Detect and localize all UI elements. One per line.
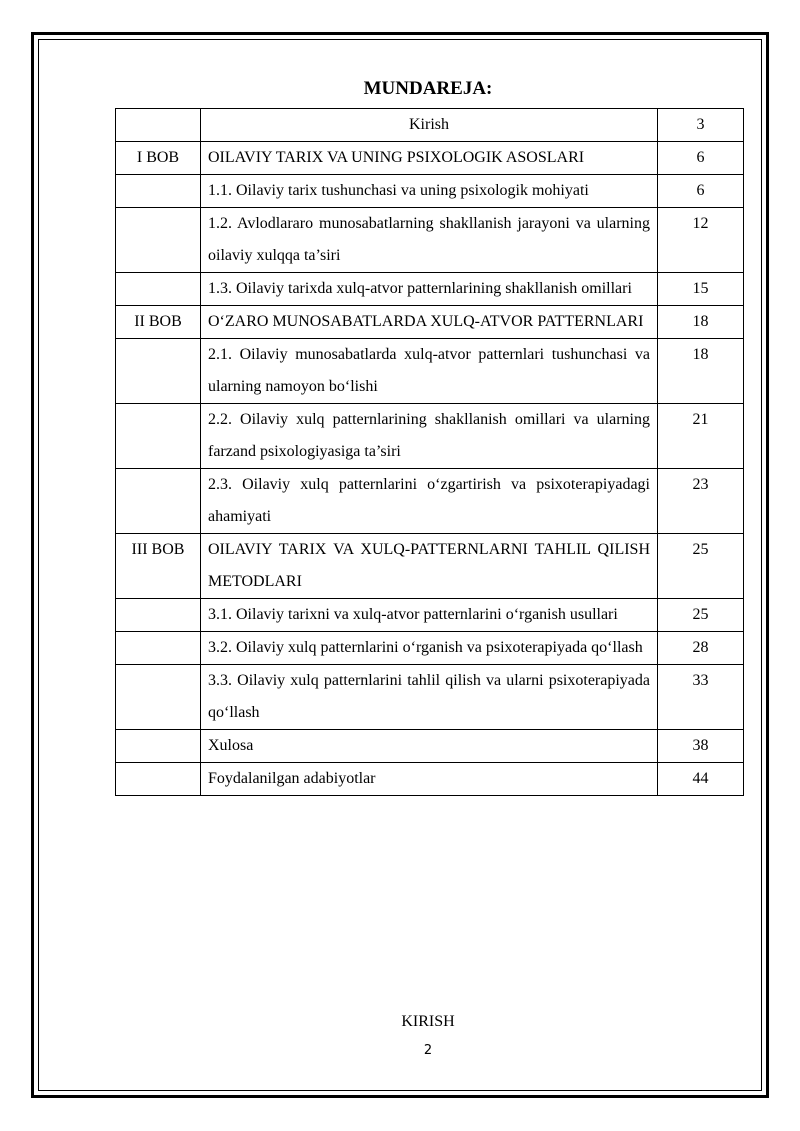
toc-row: [116, 339, 744, 404]
toc-page: 12: [658, 208, 744, 273]
toc-row: [116, 599, 744, 632]
toc-section: II BOB: [116, 306, 201, 339]
table-of-contents: [115, 108, 744, 796]
toc-page: 6: [658, 142, 744, 175]
toc-section: I BOB: [116, 142, 201, 175]
toc-page: 15: [658, 273, 744, 306]
toc-page: 44: [658, 763, 744, 796]
toc-entry: OILAVIY TARIX VA XULQ-PATTERNLARNI TAHLIL QILISH METODLARI: [201, 534, 658, 599]
toc-entry: 2.2. Oilaviy xulq patternlarining shakllanish omillari va ularning farzand psixologiyasiga ta’siri: [201, 404, 658, 469]
toc-page: 21: [658, 404, 744, 469]
toc-page: 38: [658, 730, 744, 763]
toc-page: 3: [658, 109, 744, 142]
toc-entry: 2.1. Oilaviy munosabatlarda xulq-atvor patternlari tushunchasi va ularning namoyon bo‘lishi: [201, 339, 658, 404]
toc-entry: 1.1. Oilaviy tarix tushunchasi va uning psixologik mohiyati: [201, 175, 658, 208]
toc-section: [116, 665, 201, 730]
toc-section: III BOB: [116, 534, 201, 599]
toc-row: [116, 404, 744, 469]
page-number: 2: [423, 1043, 433, 1058]
toc-row: [116, 175, 744, 208]
toc-row: [116, 469, 744, 534]
toc-row: [116, 109, 744, 142]
toc-entry: 3.3. Oilaviy xulq patternlarini tahlil qilish va ularni psixoterapiyada qo‘llash: [201, 665, 658, 730]
toc-entry: OILAVIY TARIX VA UNING PSIXOLOGIK ASOSLARI: [201, 142, 658, 175]
toc-section: [116, 763, 201, 796]
toc-row: [116, 208, 744, 273]
toc-section: [116, 175, 201, 208]
toc-row: [116, 534, 744, 599]
toc-entry: O‘ZARO MUNOSABATLARDA XULQ-ATVOR PATTERNLARI: [201, 306, 658, 339]
toc-entry: 1.3. Oilaviy tarixda xulq-atvor patternlarining shakllanish omillari: [201, 273, 658, 306]
toc-page: 18: [658, 306, 744, 339]
toc-section: [116, 109, 201, 142]
toc-page: 33: [658, 665, 744, 730]
toc-entry: Kirish: [201, 109, 658, 142]
next-section-heading: KIRISH: [401, 1013, 455, 1030]
toc-section: [116, 208, 201, 273]
toc-row: [116, 763, 744, 796]
toc-section: [116, 339, 201, 404]
toc-page: 28: [658, 632, 744, 665]
toc-entry: Xulosa: [201, 730, 658, 763]
toc-row: [116, 142, 744, 175]
toc-page: 18: [658, 339, 744, 404]
toc-page: 25: [658, 599, 744, 632]
toc-section: [116, 599, 201, 632]
toc-section: [116, 404, 201, 469]
toc-section: [116, 632, 201, 665]
toc-entry: 1.2. Avlodlararo munosabatlarning shakllanish jarayoni va ularning oilaviy xulqqa ta’siri: [201, 208, 658, 273]
toc-row: [116, 730, 744, 763]
toc-section: [116, 273, 201, 306]
toc-row: [116, 665, 744, 730]
toc-page: 25: [658, 534, 744, 599]
toc-page: 6: [658, 175, 744, 208]
toc-entry: 3.1. Oilaviy tarixni va xulq-atvor patternlarini o‘rganish usullari: [201, 599, 658, 632]
toc-entry: Foydalanilgan adabiyotlar: [201, 763, 658, 796]
toc-entry: 3.2. Oilaviy xulq patternlarini o‘rganish va psixoterapiyada qo‘llash: [201, 632, 658, 665]
toc-section: [116, 469, 201, 534]
page-title: MUNDAREJA:: [363, 78, 493, 99]
toc-row: [116, 306, 744, 339]
toc-row: [116, 632, 744, 665]
toc-section: [116, 730, 201, 763]
toc-page: 23: [658, 469, 744, 534]
toc-row: [116, 273, 744, 306]
toc-entry: 2.3. Oilaviy xulq patternlarini o‘zgartirish va psixoterapiyadagi ahamiyati: [201, 469, 658, 534]
